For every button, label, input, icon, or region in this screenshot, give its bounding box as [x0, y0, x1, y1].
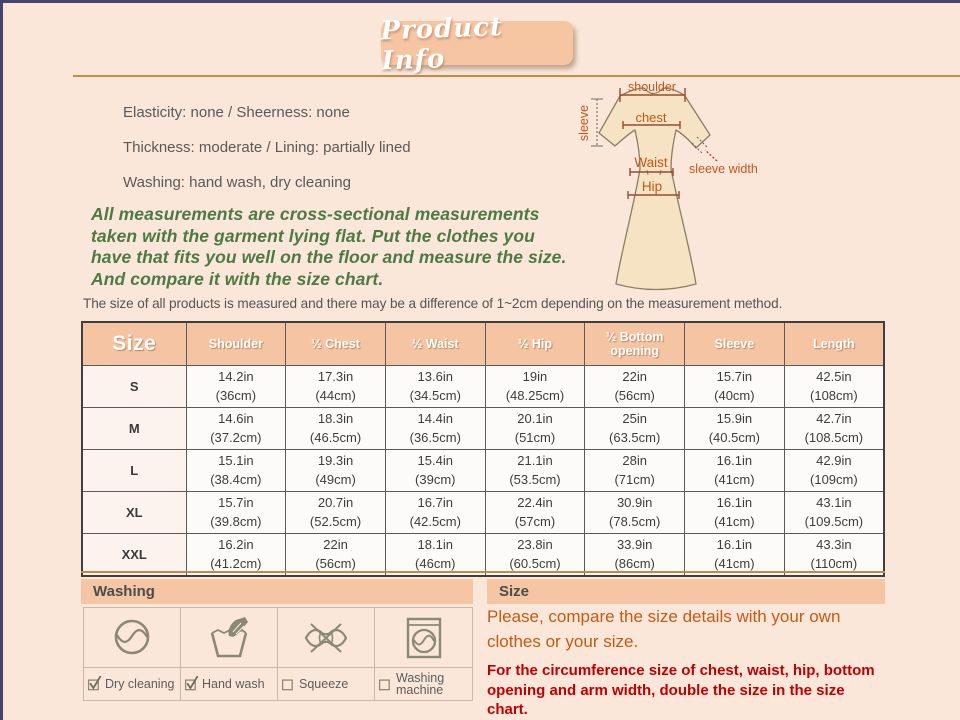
cm-value: (40.5cm)	[708, 429, 761, 445]
sleeve-width-label: sleeve width	[689, 162, 758, 176]
measurement-cell	[585, 492, 685, 534]
size-label: XL	[82, 492, 186, 534]
measurement-cell	[186, 534, 286, 577]
inch-value: 14.2in	[218, 369, 254, 384]
table-row	[82, 492, 884, 534]
cm-value: (36.5cm)	[409, 429, 461, 445]
inch-value: 18.1in	[417, 537, 453, 552]
measurement-cell	[784, 408, 884, 450]
washing-line: Washing: hand wash, dry cleaning	[123, 174, 351, 191]
measurement-cell	[585, 450, 685, 492]
inch-value: 15.7in	[218, 495, 254, 510]
size-column-header: Size	[82, 322, 186, 366]
measurement-cell	[385, 534, 485, 577]
page-title-banner	[380, 12, 573, 77]
cm-value: (41cm)	[714, 513, 755, 529]
measurement-cell	[385, 450, 485, 492]
measurement-cell	[485, 492, 585, 534]
cm-value: (39cm)	[415, 471, 456, 487]
cm-value: (38.4cm)	[210, 471, 262, 487]
product-properties	[123, 104, 411, 209]
inch-value: 43.3in	[816, 537, 852, 552]
cm-value: (46cm)	[415, 555, 456, 571]
column-header: Length	[784, 322, 884, 366]
inch-value: 15.9in	[716, 411, 753, 426]
washing-care-grid	[83, 607, 473, 701]
measurement-cell	[186, 408, 286, 450]
column-header: ½ Hip	[485, 322, 585, 366]
hand-wash-icon	[181, 608, 277, 667]
inch-value: 30.9in	[616, 495, 653, 510]
inch-value: 20.1in	[517, 411, 553, 426]
measurement-cell	[685, 450, 785, 492]
elasticity-sheerness-line: Elasticity: none / Sheerness: none	[123, 104, 350, 121]
inch-value: 21.1in	[517, 453, 553, 468]
hip-label: Hip	[641, 179, 663, 194]
table-row	[82, 450, 884, 492]
measurement-cell	[186, 366, 286, 408]
measurement-cell	[685, 408, 785, 450]
thickness-lining-line: Thickness: moderate / Lining: partially lined	[123, 139, 411, 156]
divider-line	[73, 75, 960, 77]
measurement-cell	[485, 534, 585, 577]
inch-value: 16.1in	[716, 495, 753, 510]
care-label: Hand wash	[202, 676, 265, 691]
chest-label: chest	[635, 110, 667, 125]
dry-cleaning-icon	[84, 608, 180, 667]
measurement-cell	[585, 408, 685, 450]
column-header: ½ Waist	[385, 322, 485, 366]
table-row	[82, 534, 884, 577]
cm-value: (108cm)	[810, 387, 858, 403]
measurement-cell	[385, 408, 485, 450]
care-label: Washing machine	[396, 670, 445, 697]
measurement-cell	[385, 366, 485, 408]
table-row	[82, 408, 884, 450]
inch-value: 16.1in	[716, 453, 753, 468]
column-header: ½ Chest	[286, 322, 386, 366]
size-section-title: Size	[499, 583, 530, 600]
cm-value: (51cm)	[514, 429, 556, 445]
inch-value: 19in	[522, 369, 548, 384]
cm-value: (109.5cm)	[804, 513, 864, 529]
cm-value: (108.5cm)	[804, 429, 864, 445]
cm-value: (86cm)	[614, 555, 655, 571]
cm-value: (41cm)	[714, 555, 755, 571]
cm-value: (41.2cm)	[210, 555, 262, 571]
measurement-cell	[784, 366, 884, 408]
inch-value: 15.7in	[716, 369, 753, 384]
measurement-cell	[585, 534, 685, 577]
inch-value: 18.3in	[317, 411, 354, 426]
do-not-wring-icon	[278, 608, 374, 667]
inch-value: 22.4in	[517, 495, 553, 510]
dress-measurement-diagram	[559, 75, 805, 301]
measurement-cell	[485, 450, 585, 492]
measurement-cell	[385, 492, 485, 534]
size-table	[81, 321, 885, 577]
care-item-hand-wash	[181, 608, 278, 700]
measurement-cell	[784, 534, 884, 577]
inch-value: 16.7in	[417, 495, 453, 510]
shoulder-label: shoulder	[628, 80, 676, 94]
inch-value: 13.6in	[417, 369, 453, 384]
cm-value: (41cm)	[714, 471, 755, 487]
inch-value: 28in	[622, 453, 647, 468]
cm-value: (46.5cm)	[309, 429, 362, 445]
unchecked-checkbox[interactable]	[378, 673, 394, 695]
cm-value: (40cm)	[714, 387, 755, 403]
care-item-dry-cleaning	[84, 608, 181, 700]
column-header: ½ Bottom opening	[585, 322, 685, 366]
cm-value: (36cm)	[215, 387, 257, 403]
cm-value: (49cm)	[315, 471, 356, 487]
care-item-do-not-wring	[278, 608, 375, 700]
washing-section-header	[81, 579, 473, 604]
size-label: XXL	[82, 534, 186, 577]
inch-value: 17.3in	[317, 369, 354, 384]
inch-value: 25in	[622, 411, 647, 426]
inch-value: 22in	[323, 537, 348, 552]
care-label-row	[84, 667, 180, 700]
cm-value: (44cm)	[315, 387, 356, 403]
size-note-primary: Please, compare the size details with your own clothes or your size.	[487, 607, 841, 651]
care-label-row	[278, 667, 374, 700]
inch-value: 14.6in	[218, 411, 254, 426]
measurement-cell	[685, 492, 785, 534]
measurement-cell	[685, 534, 785, 577]
page-title: Product Info	[380, 12, 504, 77]
care-label: Squeeze	[299, 676, 349, 691]
cm-value: (39.8cm)	[210, 513, 262, 529]
inch-value: 15.4in	[417, 453, 453, 468]
cm-value: (63.5cm)	[609, 429, 661, 445]
column-header: Sleeve	[685, 322, 785, 366]
size-notes	[487, 605, 889, 720]
unchecked-checkbox[interactable]	[281, 673, 297, 695]
waist-label: Waist	[634, 155, 668, 170]
measurement-cell	[286, 534, 386, 577]
measurement-cell	[286, 492, 386, 534]
measurement-cell	[286, 450, 386, 492]
inch-value: 33.9in	[616, 537, 653, 552]
inch-value: 20.7in	[317, 495, 354, 510]
measurement-cell	[186, 450, 286, 492]
measurement-cell	[485, 408, 585, 450]
inch-value: 16.2in	[218, 537, 254, 552]
cm-value: (42.5cm)	[409, 513, 461, 529]
cm-value: (37.2cm)	[210, 429, 262, 445]
size-label: M	[82, 408, 186, 450]
measurement-instructions: All measurements are cross-sectional measurements taken with the garment lying flat. Put the clothes you have that fits you well on the floor and measure the size. And compare it with the size chart.	[91, 204, 567, 289]
care-label-row	[375, 667, 472, 700]
column-header: Shoulder	[186, 322, 286, 366]
table-underline	[81, 571, 885, 573]
table-row	[82, 366, 884, 408]
cm-value: (109cm)	[810, 471, 858, 487]
washing-section-title: Washing	[93, 583, 155, 600]
washing-machine-icon	[375, 608, 472, 667]
cm-value: (53.5cm)	[509, 471, 561, 487]
size-note-secondary: For the circumference size of chest, waist, hip, bottom opening and arm width, double the size in the size chart.	[487, 662, 875, 719]
measurement-cell	[585, 366, 685, 408]
cm-value: (71cm)	[614, 471, 655, 487]
inch-value: 43.1in	[816, 495, 852, 510]
cm-value: (57cm)	[514, 513, 556, 529]
measurement-cell	[784, 450, 884, 492]
cm-value: (60.5cm)	[509, 555, 561, 571]
cm-value: (78.5cm)	[609, 513, 661, 529]
cm-value: (110cm)	[810, 555, 858, 571]
tolerance-note: The size of all products is measured and there may be a difference of 1~2cm depending on the measurement method.	[83, 296, 783, 311]
size-section-header	[487, 579, 885, 604]
inch-value: 15.1in	[218, 453, 254, 468]
care-label-row	[181, 667, 277, 700]
cm-value: (56cm)	[315, 555, 356, 571]
inch-value: 22in	[622, 369, 647, 384]
care-item-washing-machine	[375, 608, 472, 700]
inch-value: 14.4in	[417, 411, 453, 426]
measurement-cell	[784, 492, 884, 534]
measurement-cell	[485, 366, 585, 408]
measurement-cell	[286, 408, 386, 450]
cm-value: (48.25cm)	[505, 387, 565, 403]
measurement-cell	[186, 492, 286, 534]
inch-value: 42.9in	[816, 453, 852, 468]
care-label: Dry cleaning	[105, 676, 175, 691]
sleeve-label: sleeve	[577, 104, 591, 142]
measurement-cell	[286, 366, 386, 408]
checked-checkbox[interactable]	[87, 673, 103, 695]
size-label: L	[82, 450, 186, 492]
checked-checkbox[interactable]	[184, 673, 200, 695]
inch-value: 42.5in	[816, 369, 852, 384]
cm-value: (52.5cm)	[309, 513, 362, 529]
inch-value: 16.1in	[716, 537, 753, 552]
inch-value: 42.7in	[816, 411, 852, 426]
cm-value: (56cm)	[614, 387, 655, 403]
inch-value: 19.3in	[317, 453, 354, 468]
size-label: S	[82, 366, 186, 408]
inch-value: 23.8in	[517, 537, 553, 552]
measurement-cell	[685, 366, 785, 408]
cm-value: (34.5cm)	[409, 387, 461, 403]
table-header-row	[82, 322, 884, 366]
